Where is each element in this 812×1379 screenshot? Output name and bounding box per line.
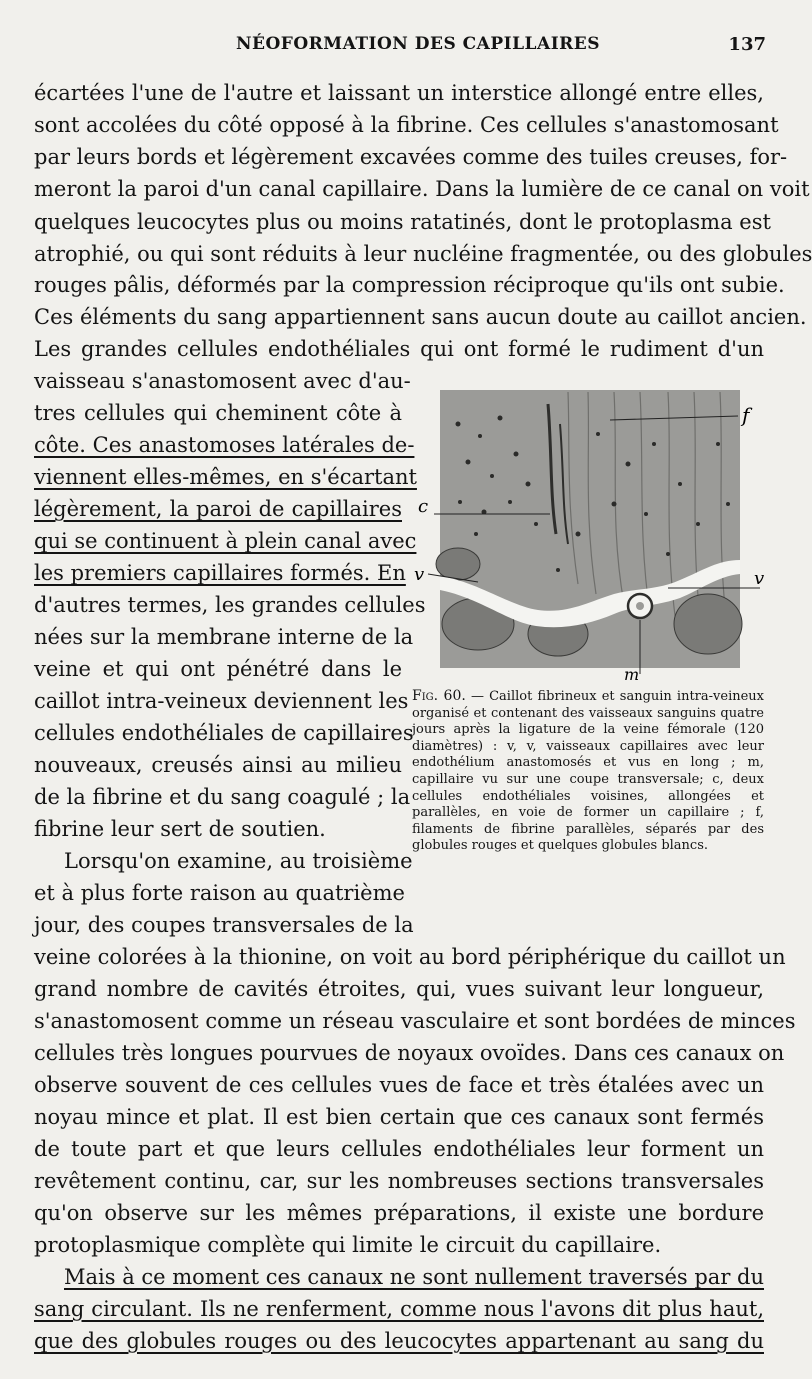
text-line: vaisseau s'anastomosent avec d'au- — [34, 369, 411, 393]
text-line: jour, des coupes transversales de la — [34, 913, 414, 937]
underlined-text-line: que des globules rouges ou des leucocytes appartenant au sang du — [34, 1329, 764, 1353]
text-line: grand nombre de cavités étroites, qui, vues suivant leur longueur, — [34, 977, 764, 1001]
text-line: atrophié, ou qui sont réduits à leur nucléine fragmentée, ou des globules — [34, 242, 812, 266]
figure-illustration — [414, 384, 768, 684]
running-title: NÉOFORMATION DES CAPILLAIRES — [236, 34, 601, 54]
text-line: observe souvent de ces cellules vues de face et très étalées avec un — [34, 1073, 764, 1097]
underlined-text-line: légèrement, la paroi de capillaires — [34, 497, 402, 521]
text-line: veine et qui ont pénétré dans le — [34, 657, 402, 681]
text-line: cellules endothéliales de capillaires — [34, 721, 414, 745]
underlined-text-line: les premiers capillaires formés. En — [34, 561, 406, 585]
figure-label-v-left: v — [414, 564, 425, 585]
text-line: écartées l'une de l'autre et laissant un interstice allongé entre elles, — [34, 81, 764, 105]
text-line: cellules très longues pourvues de noyaux ovoïdes. Dans ces canaux on — [34, 1041, 785, 1065]
text-line: fibrine leur sert de soutien. — [34, 817, 326, 841]
underlined-text-line: sang circulant. Ils ne renferment, comme nous l'avons dit plus haut, — [34, 1297, 764, 1321]
text-line: sont accolées du côté opposé à la fibrine. Ces cellules s'anastomosant — [34, 113, 779, 137]
text-line: caillot intra-veineux deviennent les — [34, 689, 409, 713]
text-line: noyau mince et plat. Il est bien certain que ces canaux sont fermés — [34, 1105, 764, 1129]
underlined-text-line: qui se continuent à plein canal avec — [34, 529, 417, 553]
text-line: protoplasmique complète qui limite le circuit du capillaire. — [34, 1233, 662, 1257]
figure-number: Fig. 60. — [412, 688, 466, 704]
figure-label-c: c — [418, 496, 429, 517]
text-line: nouveaux, creusés ainsi au milieu — [34, 753, 402, 777]
figure-caption — [412, 688, 764, 855]
text-line: par leurs bords et légèrement excavées comme des tuiles creuses, for- — [34, 145, 788, 169]
figure-label-f: f — [742, 403, 750, 427]
page-number: 137 — [728, 34, 766, 55]
text-line: veine colorées à la thionine, on voit au bord périphérique du caillot un — [34, 945, 786, 969]
text-line: Lorsqu'on examine, au troisième — [64, 849, 413, 873]
text-line: d'autres termes, les grandes cellules — [34, 593, 426, 617]
text-line: tres cellules qui cheminent côte à — [34, 401, 402, 425]
underlined-text-line: côte. Ces anastomoses latérales de- — [34, 433, 415, 457]
running-header — [36, 30, 766, 60]
underlined-text-line: Mais à ce moment ces canaux ne sont nullement traversés par du — [64, 1265, 765, 1289]
text-line: et à plus forte raison au quatrième — [34, 881, 405, 905]
text-line: s'anastomosent comme un réseau vasculaire et sont bordées de minces — [34, 1009, 796, 1033]
text-line: de la fibrine et du sang coagulé ; la — [34, 785, 411, 809]
underlined-text-line: viennent elles-mêmes, en s'écartant — [34, 465, 417, 489]
text-line: revêtement continu, car, sur les nombreuses sections transversales — [34, 1169, 764, 1193]
figure-label-v-right: v — [754, 568, 765, 589]
text-line: qu'on observe sur les mêmes préparations, il existe une bordure — [34, 1201, 764, 1225]
figure-caption-text: — Caillot fibrineux et sanguin intra-veineux organisé et contenant des vaisseaux sanguins quatre jours après la ligature de la veine fémorale (120 diamètres) : v, v, vaisseaux capillaires avec leur endothélium anastomosés et vus en long ; m, capillaire vu sur une coupe transversale; c, deux cellules endothéliales voisines, allongées et parallèles, en voie de former un capillaire ; f, filaments de fibrine parallèles, séparés par des globules rouges et quelques globules blancs. — [412, 689, 764, 854]
figure-label-m: m — [624, 665, 640, 684]
text-line: meront la paroi d'un canal capillaire. Dans la lumière de ce canal on voit — [34, 177, 810, 201]
text-line: Ces éléments du sang appartiennent sans aucun doute au caillot ancien. — [34, 305, 807, 329]
text-line: Les grandes cellules endothéliales qui ont formé le rudiment d'un — [34, 337, 764, 361]
text-line: nées sur la membrane interne de la — [34, 625, 414, 649]
text-line: de toute part et que leurs cellules endothéliales leur forment un — [34, 1137, 764, 1161]
histology-figure — [414, 384, 768, 684]
text-line: rouges pâlis, déformés par la compression réciproque qu'ils ont subie. — [34, 273, 785, 297]
text-line: quelques leucocytes plus ou moins ratatinés, dont le protoplasma est — [34, 210, 771, 234]
